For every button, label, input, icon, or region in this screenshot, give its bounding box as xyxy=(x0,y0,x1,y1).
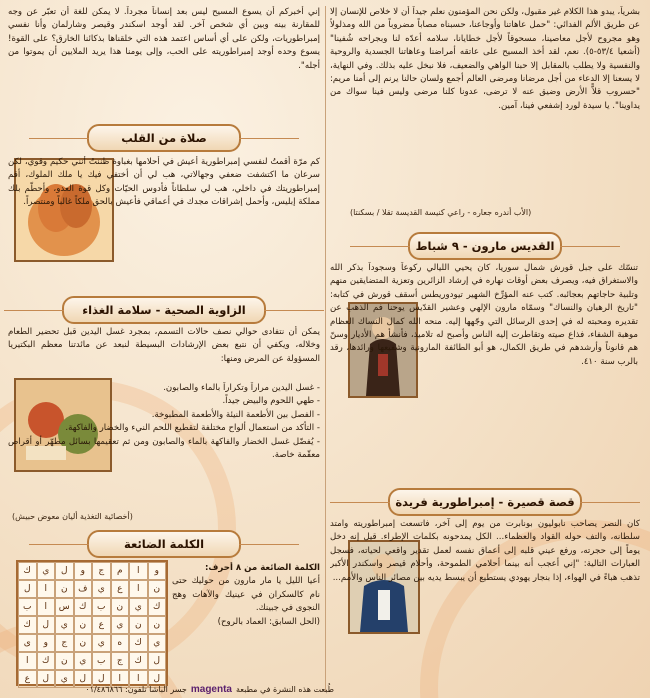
health-tip: - التأكد من استعمال ألواح مختلفة لتقطيع اللحم النيء والخضار والفاكهة. xyxy=(65,423,320,434)
grid-cell: ه xyxy=(111,634,130,652)
health-intro: يمكن أن نتفادى حوالي نصف حالات التسمم، بمجرد غسل اليدين قبل تحضير الطعام وخلاله، ويكفي أن نتبع بعض الإرشادات البسيطة لنبعد عن مائدتنا معظم البكتيريا المسؤولة عن المرض ومنها: xyxy=(8,327,320,364)
grid-cell: ك xyxy=(148,598,167,616)
grid-cell: ع xyxy=(111,580,130,598)
grid-cell: ل xyxy=(148,652,167,670)
article-signature: (الأب أندره جعاره - راعي كنيسة القديسة تقلا / بسكنتا) xyxy=(350,208,532,217)
grid-cell: ك xyxy=(129,652,148,670)
grid-cell: ى xyxy=(18,634,37,652)
grid-cell: ك xyxy=(18,616,37,634)
grid-cell: ي xyxy=(55,670,74,688)
grid-cell: ن xyxy=(148,580,167,598)
health-tip: - يُفضّل غسل الخضار والفاكهة بالماء والصابون ومن ثم تعقيمها بسائل مطهّر أو أقراص معقّمة خاصة. xyxy=(8,436,320,461)
section-header-short-story: قصة قصيرة - إمبراطورية فريدة xyxy=(388,488,582,516)
grid-cell: م xyxy=(111,562,130,580)
grid-cell: ج xyxy=(111,652,130,670)
health-tip: - الفصل بين الأطعمة النيئة والأطعمة المطبوخة. xyxy=(151,409,320,420)
grid-cell: ل xyxy=(92,670,111,688)
grid-cell: ع xyxy=(92,616,111,634)
grid-cell: و xyxy=(37,634,56,652)
grid-cell: ن xyxy=(74,634,93,652)
section-header-lost-word: الكلمة الضائعة xyxy=(87,530,241,558)
grid-cell: ي xyxy=(37,562,56,580)
grid-cell: ا xyxy=(18,652,37,670)
grid-cell: ب xyxy=(92,598,111,616)
grid-cell: ع xyxy=(18,670,37,688)
grid-cell: ب xyxy=(92,652,111,670)
right-column xyxy=(330,0,640,698)
grid-cell: و xyxy=(74,562,93,580)
grid-cell: ن xyxy=(55,652,74,670)
grid-cell: ي xyxy=(92,634,111,652)
napoleon-story-text: كان النصر يصاحب نابوليون بونابرت من يوم إلى آخر، فاتسعت إمبراطوريته وامتد سلطانه، والتف حوله القواد والعظماء... الكل يمدحونه بكلمات الإطراء. قيل إنه دخل يوماً إلى حجرته، ورفع عيني قلبه إلى أعماق نفسه لعمل تقدير واقعي لحياته، فسجل العبارات التالية: "إني أعجب أنه بينما أحلامي الطموحة، وأحلام قيصر واسكندر الأكبر تذهب هباءً في الهواء، إذا بنجار يهودي يستطيع أن يبسط يديه بين مصائر الناس والأمم... xyxy=(330,519,640,583)
grid-cell: ك xyxy=(74,598,93,616)
grid-cell: ا xyxy=(129,580,148,598)
grid-cell: ل xyxy=(37,616,56,634)
health-tip: - طهي اللحوم والبيض جيداً. xyxy=(222,396,320,407)
grid-cell: ك xyxy=(18,562,37,580)
grid-cell: ن xyxy=(74,616,93,634)
health-tip: - غسل اليدين مراراً وتكراراً بالماء والصابون. xyxy=(163,383,320,393)
saint-maroun-text: تنسّك على جبل قورش شمال سوريا، كان يحيي الليالي ركوعاً وسجوداً بذكر الله والاستغراق فيه، ويصرف بعض أوقات نهاره في إرشاد الزائرين وتعزية المتضايقين منهم وتلبية حاجاتهم بعجائبه. كتب عنه المؤرِّخ الشهير تيودوريطس أسقف قورش في كتابه: "تاريخ الرهبان والنساك" وسمّاه مارون الإلهي وعشير القدّيس يوحنا فم الذهب عن تقديره ومحبته له في إحدى الرسائل التي وجّهها إليه. منحه الله كمال النساك العظام موهبة الشفاء، فذاع صيته وتقاطرت إليه الناس وأصبح له تلاميذ، فأنشأ هم الأديار وسنّ هم قانوناً وأرشدهم في طريق الكمال، هو أبو الطائفة المارونية وشفيعها ورائدها، رقد بالرب سنة ٤١٠. xyxy=(330,263,638,367)
printer-brand: magenta xyxy=(190,683,232,695)
grid-cell: ي xyxy=(111,616,130,634)
grid-cell: ي xyxy=(55,616,74,634)
grid-cell: ب xyxy=(18,598,37,616)
grid-cell: ا xyxy=(37,580,56,598)
napoleon-quote-continued: إني أخبركم أن يسوع المسيح ليس بعد إنساناً مجرداً. لا يمكن للغة أن تعبّر عن وجه للمقارنة بينه وبين أي شخص آخر. لقد أوجد اسكندر وقيصر وشارلمان وأنا نفسي إمبراطوريات، ولكن على أي أساس اعتمد هذه التي خلقناها بذكائنا الخارق؟ على القوة! يسوع وحده أوجد إمبراطوريته على الحب، وإلى يومنا هذا يريد الملايين أن يموتوا من أجله". xyxy=(8,7,320,71)
grid-cell: ل xyxy=(74,670,93,688)
grid-cell: ك xyxy=(129,634,148,652)
health-tips xyxy=(8,382,320,512)
grid-cell: ف xyxy=(74,580,93,598)
grid-cell: ل xyxy=(18,580,37,598)
grid-cell: و xyxy=(148,562,167,580)
health-source: (أخصائية التغذية أليان معوض حبيش) xyxy=(12,512,133,521)
word-search-grid xyxy=(16,560,168,686)
grid-cell: ن xyxy=(129,616,148,634)
section-header-prayer: صلاة من القلب xyxy=(87,124,241,152)
grid-cell: ي xyxy=(74,652,93,670)
grid-cell: ي xyxy=(92,580,111,598)
puzzle-previous-answer: (الحل السابق: العماد بالروح) xyxy=(217,616,320,627)
column-divider xyxy=(325,6,326,692)
grid-cell: ا xyxy=(111,670,130,688)
footer-suffix: جسر الباشا تلفون: ٠١/٤٨٦٨٦٦ xyxy=(85,684,187,694)
grid-cell: ا xyxy=(129,670,148,688)
puzzle-text: أعيا الليل يا مار مارون من حوليك حتى نام كالسكران في عينيك والآهات وهج النجوى في جبينك. xyxy=(172,576,320,614)
grid-cell: ج xyxy=(92,562,111,580)
grid-cell: ي xyxy=(129,598,148,616)
grid-cell: ك xyxy=(37,652,56,670)
grid-cell: ي xyxy=(148,634,167,652)
puzzle-title: الكلمة الضائعة من ٨ أحرف: xyxy=(205,563,320,573)
print-footer xyxy=(14,682,334,696)
intro-paragraph: بشرياً، يبدو هذا الكلام غير مقبول، ولكن نحن المؤمنون نعلم جيداً أن لا خلاص للإنسان إلا عن طريق الألم الفدائي: "حمل عاهاتنا وأوجاعنا، حسبناه مصاباً مضروباً من الله ومذلولاً وهو مجروح لأجل معاصينا، مسحوقاً لأجل خطايانا، سلامه أعدّه لنا وبجراحه شُفينا" (أشعيا ٥٣/٤-٥). نعم، لقد أخذ المسيح على عاتقه أمراضنا وعاهاتنا الجسدية والروحية والنفسية ولا يطلب بالمقابل إلا حبنا الواهي والضعيف، فلا نبخل عليه بذلك. وفي النهاية، لا يسعنا إلا الدعاء من أجل مرضانا ومرضى العالم أجمع ولسان حالنا يرنم إلى أمنا مريم: "حسروب قلاًّ الأرض وضيق عنه لا ترضى، عدونا كلنا مرضى وليس فينا سواك من يداوينا". يا سيدة لورد إشفعي فينا، آمين. xyxy=(330,7,640,111)
left-column xyxy=(8,0,334,698)
grid-cell: ل xyxy=(37,670,56,688)
grid-cell: ل xyxy=(148,670,167,688)
prayer-text: كم مرّة أقمتُ لنفسي إمبراطورية أعيش في أحلامها بغباوة ظننتُ أنني حكيم وقوي، لكن سرعان ما اكتشفت ضعفي وجهالاتي، هب لي أن أختفي فيك يا ملك الملوك، أقم إمبراطوريتك في داخلي، هب لي سلطاناً فأدوس الحيّات وكل قوة العدو، وأحطّم بلك مملكة إبليس، وأحمل إشراقات مجدك في أعماقي فأعيش بالحق ملكاً غالباً ومنتصراً. xyxy=(8,157,320,208)
section-header-health: الزاوية الصحية - سلامة الغذاء xyxy=(62,296,266,324)
grid-cell: ا xyxy=(129,562,148,580)
grid-cell: ل xyxy=(55,562,74,580)
section-header-maroun: القديس مارون - ٩ شباط xyxy=(408,232,562,260)
grid-cell: ج xyxy=(55,634,74,652)
grid-cell: ن xyxy=(111,598,130,616)
footer-prefix: طُبعت هذه النشرة في مطبعة xyxy=(236,684,334,694)
grid-cell: س xyxy=(55,598,74,616)
grid-cell: ا xyxy=(37,598,56,616)
grid-cell: ن xyxy=(55,580,74,598)
grid-cell: ن xyxy=(148,616,167,634)
